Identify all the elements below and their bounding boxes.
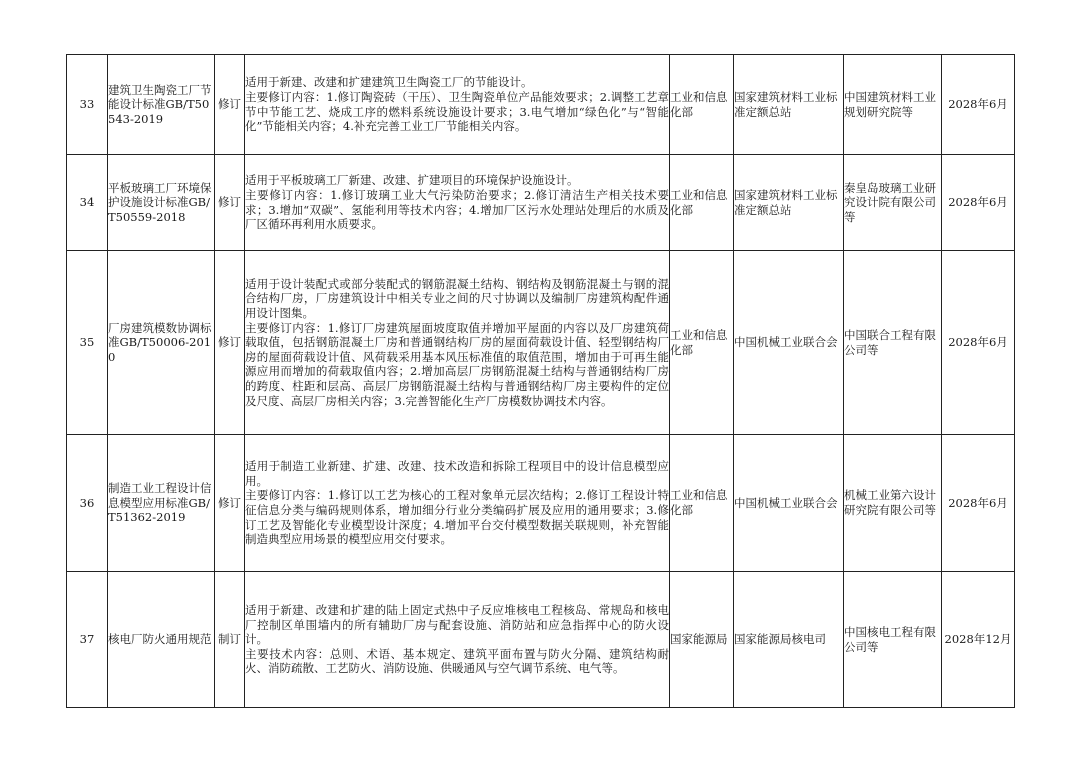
- scope-text: 适用于平板玻璃工厂新建、改建、扩建项目的环境保护设施设计。: [245, 173, 579, 188]
- row-number: 35: [67, 251, 108, 435]
- standard-content: [245, 572, 670, 708]
- completion-date: 2028年6月: [942, 155, 1015, 251]
- technical-content-text: 主要技术内容：总则、术语、基本规定、建筑平面布置与防火分隔、建筑结构耐火、消防疏散、工艺防火、消防设施、供暖通风与空气调节系统、电气等。: [245, 646, 669, 676]
- table-row: [67, 572, 1015, 708]
- managing-agency: 中国机械工业联合会: [734, 251, 844, 435]
- standard-name: 平板玻璃工厂环境保护设施设计标准GB/T50559-2018: [108, 155, 215, 251]
- responsible-department: 工业和信息化部: [670, 155, 734, 251]
- standard-name: 核电厂防火通用规范: [108, 572, 215, 708]
- scope-text: 适用于新建、改建和扩建的陆上固定式热中子反应堆核电工程核岛、常规岛和核电厂控制区单围墙内的所有辅助厂房与配套设施、消防站和应急指挥中心的防火设计。: [245, 603, 669, 647]
- row-number: 34: [67, 155, 108, 251]
- drafting-unit: 中国核电工程有限公司等: [844, 572, 942, 708]
- row-number: 36: [67, 435, 108, 572]
- responsible-department: 工业和信息化部: [670, 251, 734, 435]
- responsible-department: 工业和信息化部: [670, 55, 734, 155]
- completion-date: 2028年12月: [942, 572, 1015, 708]
- revision-type: 修订: [215, 435, 245, 572]
- revision-type: 制订: [215, 572, 245, 708]
- table-row: [67, 251, 1015, 435]
- completion-date: 2028年6月: [942, 251, 1015, 435]
- revision-type: 修订: [215, 155, 245, 251]
- revision-text: 主要修订内容：1.修订陶瓷砖（干压）、卫生陶瓷单位产品能效要求；2.调整工艺章节中节能工艺、烧成工序的燃料系统设施设计要求；3.电气增加“绿色化”与“智能化”节能相关内容；4.补充完善工业工厂节能相关内容。: [245, 89, 669, 134]
- drafting-unit: 中国建筑材料工业规划研究院等: [844, 55, 942, 155]
- revision-type: 修订: [215, 55, 245, 155]
- standard-content: [245, 435, 670, 572]
- drafting-unit: 秦皇岛玻璃工业研究设计院有限公司等: [844, 155, 942, 251]
- standards-table: [66, 54, 1015, 708]
- drafting-unit: 机械工业第六设计研究院有限公司等: [844, 435, 942, 572]
- managing-agency: 国家能源局核电司: [734, 572, 844, 708]
- row-number: 37: [67, 572, 108, 708]
- revision-text: 主要修订内容：1.修订玻璃工业大气污染防治要求；2.修订清洁生产相关技术要求；3.增加“双碳”、氢能利用等技术内容；4.增加厂区污水处理站处理后的水质及厂区循环再利用水质要求。: [245, 187, 669, 232]
- standard-content: [245, 55, 670, 155]
- standard-content: [245, 251, 670, 435]
- revision-text: 主要修订内容：1.修订厂房建筑屋面坡度取值并增加平屋面的内容以及厂房建筑荷载取值，包括钢筋混凝土厂房和普通钢结构厂房的屋面荷载设计值、轻型钢结构厂房的屋面荷载设计值、风荷载采用基本风压标准值的取值范围，增加由于可再生能源应用而增加的荷载取值内容；2.增加高层厂房钢筋混凝土结构与普通钢结构厂房的跨度、柱距和层高、高层厂房钢筋混凝土结构与普通钢结构厂房主要构件的定位及尺度、高层厂房相关内容；3.完善智能化生产厂房模数协调技术内容。: [245, 320, 669, 408]
- standard-name: 建筑卫生陶瓷工厂节能设计标准GB/T50543-2019: [108, 55, 215, 155]
- standard-name: 制造工业工程设计信息模型应用标准GB/T51362-2019: [108, 435, 215, 572]
- scope-text: 适用于制造工业新建、扩建、改建、技术改造和拆除工程项目中的设计信息模型应用。: [245, 459, 669, 488]
- drafting-unit: 中国联合工程有限公司等: [844, 251, 942, 435]
- table-row: [67, 155, 1015, 251]
- standard-name: 厂房建筑模数协调标准GB/T50006-2010: [108, 251, 215, 435]
- completion-date: 2028年6月: [942, 435, 1015, 572]
- table-row: [67, 55, 1015, 155]
- scope-text: 适用于新建、改建和扩建建筑卫生陶瓷工厂的节能设计。: [245, 75, 533, 90]
- responsible-department: 国家能源局: [670, 572, 734, 708]
- revision-text: 主要修订内容：1.修订以工艺为核心的工程对象单元层次结构；2.修订工程设计特征信息分类与编码规则体系，增加细分行业分类编码扩展及应用的通用要求；3.修订工艺及智能化专业模型设计深度；4.增加平台交付模型数据关联规则，补充智能制造典型应用场景的模型应用交付要求。: [245, 488, 669, 547]
- revision-type: 修订: [215, 251, 245, 435]
- managing-agency: 中国机械工业联合会: [734, 435, 844, 572]
- managing-agency: 国家建筑材料工业标准定额总站: [734, 55, 844, 155]
- table-row: [67, 435, 1015, 572]
- standard-content: [245, 155, 670, 251]
- completion-date: 2028年6月: [942, 55, 1015, 155]
- scope-text: 适用于设计装配式或部分装配式的钢筋混凝土结构、钢结构及钢筋混凝土与钢的混合结构厂房，厂房建筑设计中相关专业之间的尺寸协调以及编制厂房建筑构配件通用设计图集。: [245, 276, 669, 321]
- row-number: 33: [67, 55, 108, 155]
- responsible-department: 工业和信息化部: [670, 435, 734, 572]
- managing-agency: 国家建筑材料工业标准定额总站: [734, 155, 844, 251]
